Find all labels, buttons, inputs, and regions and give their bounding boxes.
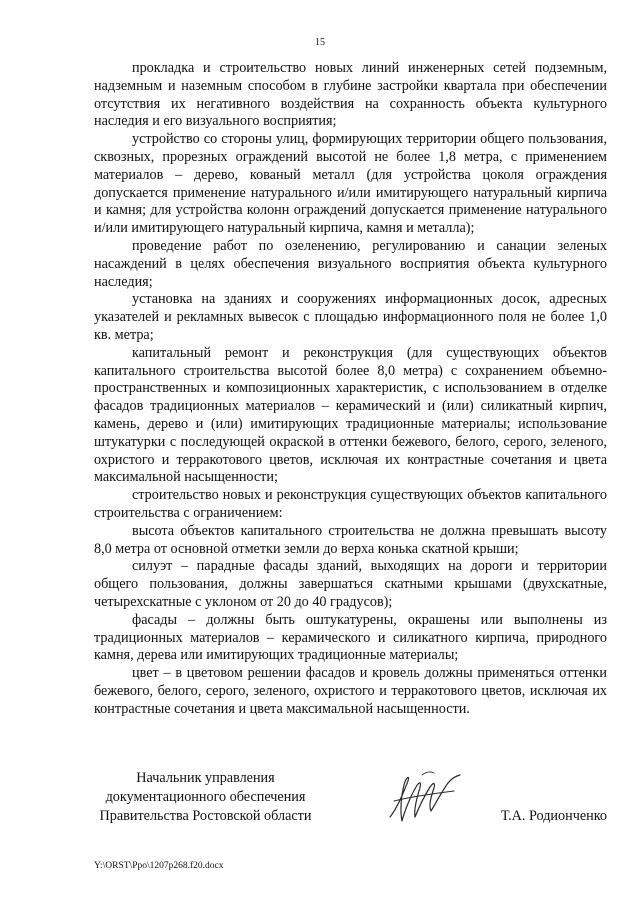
paragraph: проведение работ по озеленению, регулированию и санации зеленых насаждений в целях обеспечения визуального восприятия объекта культурного наследия; — [94, 237, 607, 290]
paragraph: прокладка и строительство новых линий инженерных сетей подземным, надземным и наземным способом в глубине застройки квартала при обеспечении отсутствия их негативного воздействия на сохранность объекта культурного наследия и его визуального восприятия; — [94, 60, 607, 130]
paragraph: высота объектов капитального строительства не должна превышать высоту 8,0 метра от основной отметки земли до верха конька скатной крыши; — [94, 522, 607, 557]
handwritten-signature — [384, 767, 466, 829]
signatory-name: Т.А. Родионченко — [500, 808, 607, 824]
signatory-title-line: Правительства Ростовской области — [99, 808, 312, 824]
paragraph: устройство со стороны улиц, формирующих территории общего пользования, сквозных, прорезных ограждений высотой не более 1,8 метра, с применением материалов – дерево, кованый металл (для устройства цоколя ограждения допускается применение натурального и/или имитирующего натуральный кирпича и камня; для устройства колонн ограждений допускается применение натурального и/или имитирующего натуральный кирпича, камня и металла); — [94, 131, 607, 237]
file-path: Y:\ORST\Ppo\1207p268.f20.docx — [94, 861, 224, 871]
page-number: 15 — [315, 37, 325, 48]
paragraph: силуэт – парадные фасады зданий, выходящих на дороги и территории общего пользования, должны завершаться скатными крышами (двухскатные, четырехскатные с уклоном от 20 до 40 градусов); — [94, 558, 607, 610]
signatory-title — [88, 769, 323, 826]
signature-block — [88, 769, 607, 839]
signatory-title-line: Начальник управления — [136, 770, 275, 786]
signatory-title-line: документационного обеспечения — [105, 789, 306, 805]
document-body — [94, 60, 607, 718]
paragraph: строительство новых и реконструкция существующих объектов капитального строительства с ограничением: — [94, 487, 607, 521]
paragraph: капитальный ремонт и реконструкция (для существующих объектов капитального строительства высотой более 8,0 метра) с сохранением объемно-пространственных и композиционных характеристик, с использованием в отделке фасадов традиционных материалов – керамический и (или) силикатный кирпич, камень, дерево и (или) имитирующих традиционные материалы; использование штукатурки с последующей окраской в оттенки бежевого, белого, серого, зеленого, охристого и терракотового цветов, исключая их контрастные сочетания и цвета максимальной насыщенности; — [94, 344, 607, 486]
paragraph: установка на зданиях и сооружениях информационных досок, адресных указателей и рекламных вывесок с площадью информационного поля не более 1,0 кв. метра; — [94, 291, 607, 343]
paragraph: цвет – в цветовом решении фасадов и кровель должны применяться оттенки бежевого, белого, серого, зеленого, охристого и терракотового цветов, исключая их контрастные сочетания и цвета максимальной насыщенности. — [94, 665, 607, 717]
paragraph: фасады – должны быть оштукатурены, окрашены или выполнены из традиционных материалов – керамического и силикатного кирпича, природного камня, дерева или имитирующих традиционные материалы; — [94, 611, 607, 664]
